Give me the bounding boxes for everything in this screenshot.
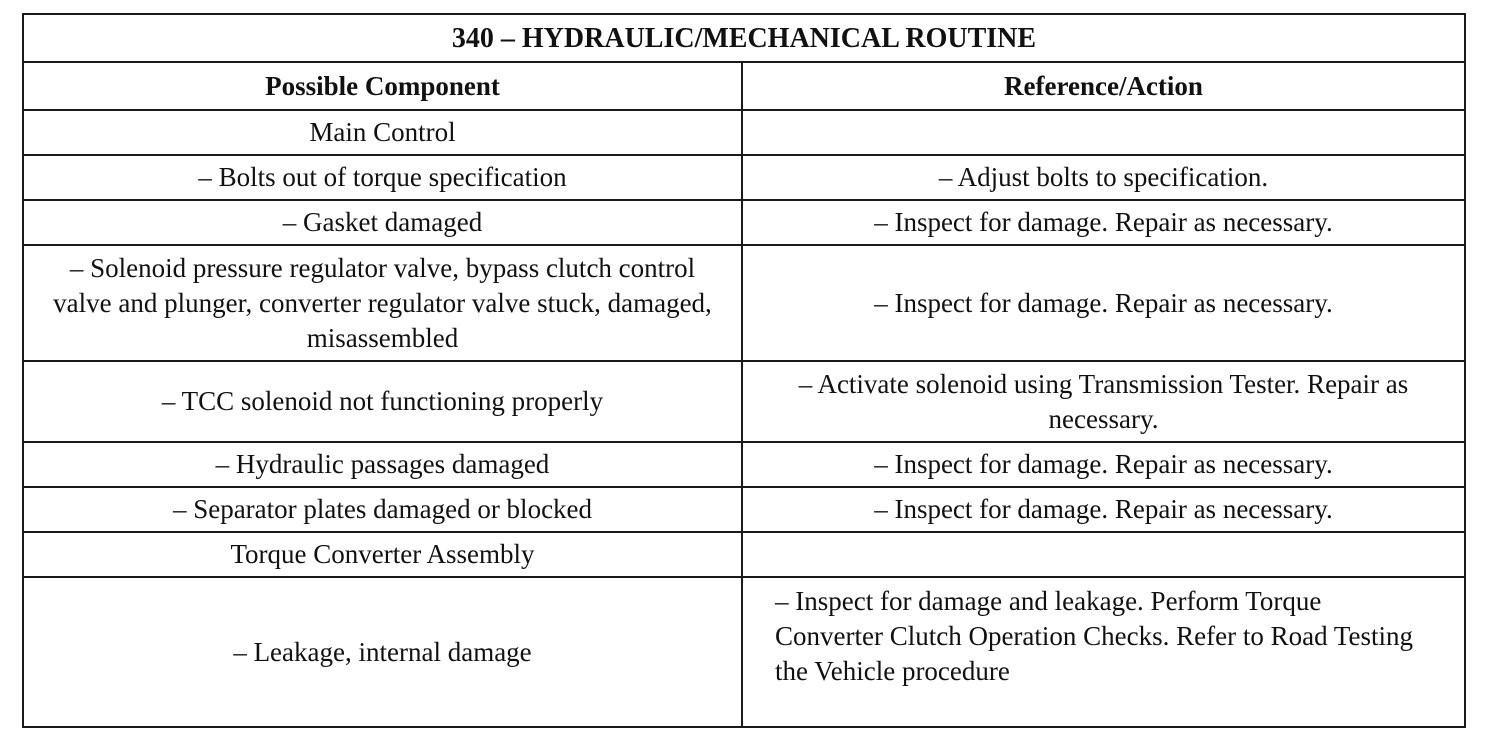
table-row [23, 487, 1465, 532]
action-cell [742, 577, 1465, 727]
component-cell: – Hydraulic passages damaged [23, 442, 742, 487]
action-cell-text: – Inspect for damage and leakage. Perform Torque Converter Clutch Operation Checks. Refer to Road Testing the Vehicle procedure [774, 585, 1413, 686]
table-row [23, 155, 1465, 200]
action-cell: – Inspect for damage. Repair as necessary. [742, 442, 1465, 487]
hydraulic-mechanical-routine-table [22, 13, 1466, 728]
action-cell [742, 110, 1465, 155]
table-row [23, 245, 1465, 361]
component-cell: – Separator plates damaged or blocked [23, 487, 742, 532]
table-row [23, 200, 1465, 245]
action-cell [742, 532, 1465, 577]
action-cell: – Inspect for damage. Repair as necessary. [742, 245, 1465, 361]
action-cell: – Inspect for damage. Repair as necessary. [742, 200, 1465, 245]
component-cell: – Leakage, internal damage [23, 577, 742, 727]
header-reference-action: Reference/Action [742, 62, 1465, 110]
component-cell: Main Control [23, 110, 742, 155]
component-cell: – TCC solenoid not functioning properly [23, 361, 742, 442]
header-possible-component: Possible Component [23, 62, 742, 110]
action-cell: – Adjust bolts to specification. [742, 155, 1465, 200]
table-row [23, 577, 1465, 727]
component-cell: – Bolts out of torque specification [23, 155, 742, 200]
table-row [23, 361, 1465, 442]
table-row [23, 532, 1465, 577]
action-cell: – Activate solenoid using Transmission Tester. Repair as necessary. [742, 361, 1465, 442]
table-row [23, 442, 1465, 487]
table-title-row [23, 14, 1465, 62]
table-title: 340 – HYDRAULIC/MECHANICAL ROUTINE [23, 14, 1465, 62]
component-cell: – Solenoid pressure regulator valve, bypass clutch control valve and plunger, converter regulator valve stuck, damaged, misassembled [23, 245, 742, 361]
action-cell: – Inspect for damage. Repair as necessary. [742, 487, 1465, 532]
table-header-row [23, 62, 1465, 110]
component-cell: Torque Converter Assembly [23, 532, 742, 577]
component-cell: – Gasket damaged [23, 200, 742, 245]
table-row [23, 110, 1465, 155]
